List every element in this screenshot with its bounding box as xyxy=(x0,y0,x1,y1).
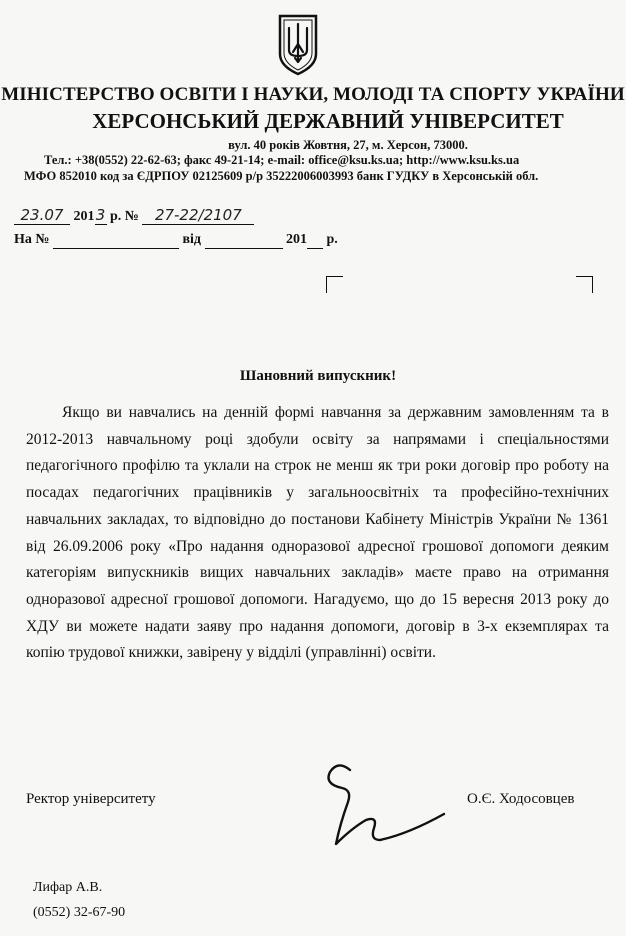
letter-greeting: Шановний випускник! xyxy=(239,368,397,384)
address-corner-right xyxy=(576,276,593,293)
university-contacts: Тел.: +38(0552) 22-62-63; факс 49-21-14; e-mail: office@ksu.ks.ua; http://www.ksu.ks.ua xyxy=(44,153,520,167)
registration-number-label: р. № xyxy=(110,209,139,224)
bank-details: МФО 852010 код за ЄДРПОУ 02125609 р/р 35222006003993 банк ГУДКУ в Херсонській обл. xyxy=(24,169,539,183)
executor-name: Лифар А.В. xyxy=(33,880,103,895)
reference-label: На № xyxy=(14,232,50,247)
handwritten-signature xyxy=(308,758,458,860)
address-corner-left xyxy=(326,276,343,293)
registration-year-digit: 3 xyxy=(95,206,106,224)
university-name: ХЕРСОНСЬКИЙ ДЕРЖАВНИЙ УНІВЕРСИТЕТ xyxy=(92,109,564,133)
reference-year-suffix: р. xyxy=(326,232,338,247)
registration-line xyxy=(14,206,254,225)
letter-body: Якщо ви навчались на денній формі навчання за державним замовленням та в 2012-2013 навчальному році здобули освіту за напрямами і спеціальностями педагогічного профілю та уклали на строк не менш як три роки договір про роботу на посадах педагогічних працівників у загальноосвітніх та професійно-технічних навчальних закладах, то відповідно до постанови Кабінету Міністрів України № 1361 від 26.09.2006 року «Про надання одноразової адресної грошової допомоги деяким категоріям випускників вищих навчальних закладів» маєте право на отримання одноразової адресної грошової допомоги. Нагадуємо, що до 15 вересня 2013 року до ХДУ ви можете надати заяву про надання допомоги, договір в 3-х екземплярах та копію трудової книжки, завірену у відділі (управлінні) освіти. xyxy=(26,404,609,662)
executor-phone: (0552) 32-67-90 xyxy=(33,905,126,920)
trident-emblem-icon xyxy=(276,14,320,76)
registration-year-prefix: 201 xyxy=(73,209,95,224)
reference-year: 201 xyxy=(286,232,308,247)
ministry-name: МІНІСТЕРСТВО ОСВІТИ І НАУКИ, МОЛОДІ ТА СПОРТУ УКРАЇНИ xyxy=(1,84,625,105)
university-address: вул. 40 років Жовтня, 27, м. Херсон, 73000. xyxy=(228,138,468,152)
reference-from-label: від xyxy=(182,232,202,247)
registration-date: 23.07 xyxy=(14,206,70,225)
signer-position: Ректор університету xyxy=(26,791,156,807)
reference-line xyxy=(14,232,338,249)
registration-number: 27-22/2107 xyxy=(142,206,254,225)
signer-name: О.Є. Ходосовцев xyxy=(467,791,575,807)
